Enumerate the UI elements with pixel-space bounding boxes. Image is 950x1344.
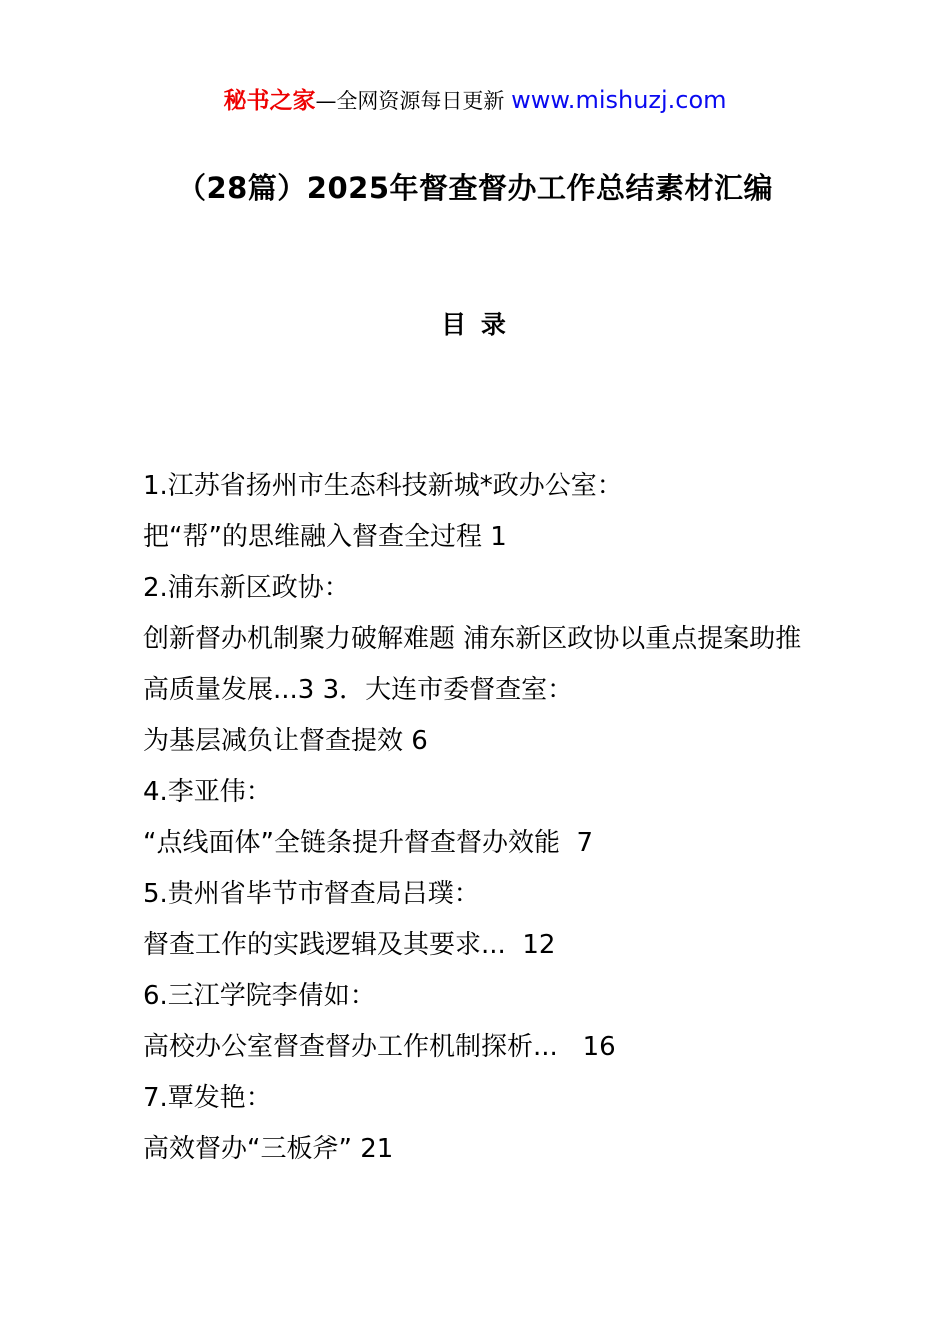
toc-line: 督查工作的实践逻辑及其要求... 12 — [143, 930, 556, 960]
toc-line: 6.三江学院李倩如： — [143, 981, 376, 1011]
toc-line: “点线面体”全链条提升督查督办效能 7 — [143, 828, 594, 858]
toc-line: 把“帮”的思维融入督查全过程 1 — [143, 522, 507, 552]
toc-line: 7.覃发艳： — [143, 1083, 272, 1113]
toc-line: 高校办公室督查督办工作机制探析... 16 — [143, 1032, 616, 1062]
site-url-link[interactable]: www.mishuzj.com — [511, 86, 727, 114]
document-title: （28篇）2025年督查督办工作总结素材汇编 — [176, 171, 774, 205]
toc-line: 创新督办机制聚力破解难题 浦东新区政协以重点提案助推 — [143, 624, 802, 654]
toc-line: 5.贵州省毕节市督查局吕璞： — [143, 879, 480, 909]
toc-line: 2.浦东新区政协： — [143, 573, 350, 603]
toc-line: 高效督办“三板斧” 21 — [143, 1134, 394, 1164]
site-header — [0, 0, 950, 115]
toc-heading: 目 录 — [441, 310, 509, 339]
toc-line: 1.江苏省扬州市生态科技新城*政办公室： — [143, 471, 623, 501]
toc-line: 为基层减负让督查提效 6 — [143, 726, 428, 756]
site-tagline: —全网资源每日更新 — [315, 89, 512, 113]
site-brand: 秘书之家 — [223, 88, 316, 114]
toc-list — [143, 461, 820, 1175]
toc-line: 高质量发展...3 3．大连市委督查室： — [143, 675, 574, 705]
toc-line: 4.李亚伟： — [143, 777, 272, 807]
